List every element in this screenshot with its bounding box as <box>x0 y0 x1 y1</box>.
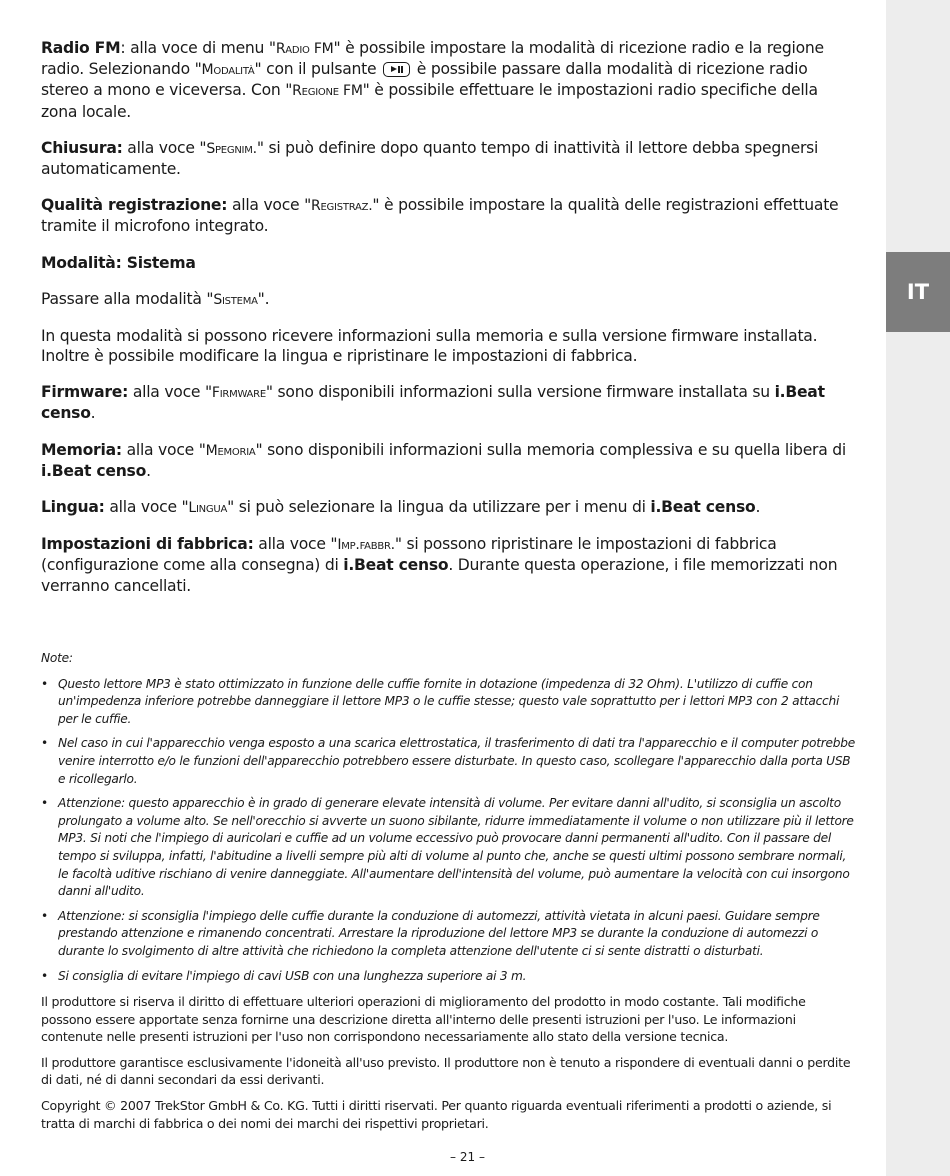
recording-paragraph <box>41 195 856 236</box>
legal-paragraph: Il produttore garantisce esclusivamente l'idoneità all'uso previsto. Il produttore non è tenuto a rispondere di eventuali danni o perdite di dati, né di danni secondari da essi derivanti. <box>41 1054 851 1088</box>
text: alla voce " <box>104 498 189 517</box>
system-description: In questa modalità si possono ricevere informazioni sulla memoria e sulla versione firmware installata. Inoltre è possibile modificare la lingua e ripristinare le impostazioni di fabbrica. <box>41 326 818 366</box>
side-margin-bar <box>886 0 950 1176</box>
text: " è possibile effettuare le impostazioni radio specifiche della zona locale. <box>41 81 818 121</box>
firmware-paragraph <box>41 382 856 423</box>
menu-item-imp-fabbr: Imp.fabbr. <box>337 537 395 554</box>
text: alla voce " <box>121 440 206 459</box>
system-heading: Modalità: Sistema <box>41 253 196 272</box>
text: alla voce " <box>227 196 312 215</box>
text: " è possibile impostare la modalità di ricezione radio e la regione radio. Selezionando " <box>41 39 824 79</box>
notes-list <box>41 676 856 986</box>
text: " si può selezionare la lingua da utilizzare per i menu di <box>227 498 651 517</box>
text: " si può definire dopo quanto tempo di inattività il lettore debba spegnersi automaticamente. <box>41 138 819 179</box>
text: alla voce " <box>122 138 207 157</box>
memory-paragraph <box>41 440 856 481</box>
firmware-label: Firmware: <box>41 383 129 402</box>
product-name: i.Beat censo <box>650 498 756 517</box>
text: Passare alla modalità " <box>41 289 214 308</box>
notes-title: Note: <box>41 651 73 665</box>
text: . <box>146 461 151 480</box>
text: " sono disponibili informazioni sulla versione firmware installata su <box>265 383 775 402</box>
legal-paragraph: Il produttore si riserva il diritto di effettuare ulteriori operazioni di miglioramento del prodotto in modo costante. Tali modifiche possono essere apportate senza fornirne una descrizione diretta all'interno delle presenti istruzioni per l'uso. Le informazioni contenute nelle presenti istruzioni per l'uso non corrispondono necessariamente allo stato della versione tecnica. <box>41 994 806 1045</box>
menu-item-registraz: Registraz. <box>311 198 373 215</box>
menu-item-firmware: Firmware <box>211 385 266 402</box>
menu-item-regione-fm: Regione FM <box>292 83 363 100</box>
note-item: • Nel caso in cui l'apparecchio venga esposto a una scarica elettrostatica, il trasferimento di dati tra l'apparecchio e il computer potrebbe venire interrotto e/o le funzioni dell'apparecchio potrebbero essere disturbate. In questo caso, scollegare l'apparecchio dalla porta USB e ricollegarlo. <box>41 735 856 788</box>
page-number: – 21 – <box>450 1150 485 1164</box>
text: alla voce " <box>253 535 338 554</box>
text: ". <box>257 289 270 308</box>
menu-item-memoria: Memoria <box>205 442 256 459</box>
memory-label: Memoria: <box>41 440 122 459</box>
menu-item-lingua: Lingua <box>188 500 228 517</box>
note-item: • Attenzione: si sconsiglia l'impiego delle cuffie durante la conduzione di automezzi, attività vietata in alcuni paesi. Guidare sempre prestando attenzione e rimanendo concentrati. Arrestare la riproduzione del lettore MP3 se durante la conduzione di automezzi o durante lo svolgimento di altre attività che richiedono la completa attenzione dell'utente ci si sente distratti o disturbati. <box>41 908 856 961</box>
factory-paragraph <box>41 534 856 596</box>
shutdown-label: Chiusura: <box>41 138 123 157</box>
menu-item-sistema: Sistema <box>213 291 258 308</box>
product-name: i.Beat censo <box>41 461 147 480</box>
text: . <box>90 404 96 423</box>
play-pause-button-icon <box>383 62 410 77</box>
shutdown-paragraph <box>41 138 856 179</box>
text: " con il pulsante <box>254 60 377 79</box>
text: : alla voce di menu " <box>120 39 276 57</box>
language-paragraph <box>41 497 856 518</box>
note-item: • Questo lettore MP3 è stato ottimizzato in funzione delle cuffie fornite in dotazione (impedenza di 32 Ohm). L'utilizzo di cuffie con un'impedenza inferiore potrebbe danneggiare il lettore MP3 o le cuffie stesse; questo vale soprattutto per i lettori MP3 con 2 attacchi per le cuffie. <box>41 676 856 729</box>
system-intro-paragraph <box>41 289 856 310</box>
text: . Durante questa operazione, i file memorizzati non verranno cancellati. <box>41 556 838 595</box>
factory-label: Impostazioni di fabbrica: <box>41 535 254 554</box>
text: " si possono ripristinare le impostazioni di fabbrica (configurazione come alla consegna) di <box>41 535 777 575</box>
copyright-paragraph: Copyright © 2007 TrekStor GmbH & Co. KG. Tutti i diritti riservati. Per quanto riguarda eventuali riferimenti a prodotti o aziende, si tratta di marchi di fabbrica o dei nomi dei marchi dei rispettivi proprietari. <box>41 1098 832 1131</box>
text: è possibile passare dalla modalità di ricezione radio stereo a mono e viceversa. Con " <box>41 60 808 100</box>
radio-fm-label: Radio FM <box>41 39 121 57</box>
text: " sono disponibili informazioni sulla memoria complessiva e su quella libera di <box>255 440 846 459</box>
recording-label: Qualità registrazione: <box>41 196 228 215</box>
text: alla voce " <box>128 383 212 402</box>
radio-fm-paragraph <box>41 38 856 122</box>
text: " è possibile impostare la qualità delle registrazioni effettuate tramite il microfono integrato. <box>41 196 839 236</box>
main-content <box>41 38 856 612</box>
language-tab-label: IT <box>906 280 930 304</box>
menu-item-spegnim: Spegnim. <box>206 140 257 157</box>
note-item: • Si consiglia di evitare l'impiego di cavi USB con una lunghezza superiore ai 3 m. <box>41 968 856 986</box>
notes-section <box>41 650 856 1140</box>
menu-item-modalita: Modalità <box>201 62 255 79</box>
legal-section <box>41 993 856 1132</box>
note-item: • Attenzione: questo apparecchio è in grado di generare elevate intensità di volume. Per evitare danni all'udito, si sconsiglia un ascolto prolungato a volume alto. Se nell'orecchio si avverte un suono sibilante, ridurre immediatamente il volume o non utilizzare più il lettore MP3. Si noti che l'impiego di auricolari e cuffie ad un volume eccessivo può provocare danni permanenti all'udito. Con il passare del tempo si sviluppa, infatti, l'abitudine a livelli sempre più alti di volume al punto che, anche se questi ultimi possono sembrare normali, le facoltà uditive rischiano di venire danneggiate. All'aumentare dell'intensità del volume, può aumentare la velocità con cui insorgono danni all'udito. <box>41 795 856 901</box>
text: . <box>755 498 761 517</box>
product-name: i.Beat censo <box>343 556 449 575</box>
menu-item-radio-fm: Radio FM <box>275 41 334 57</box>
language-label: Lingua: <box>41 498 105 517</box>
language-tab <box>886 252 950 332</box>
product-name: i.Beat censo <box>41 383 825 423</box>
